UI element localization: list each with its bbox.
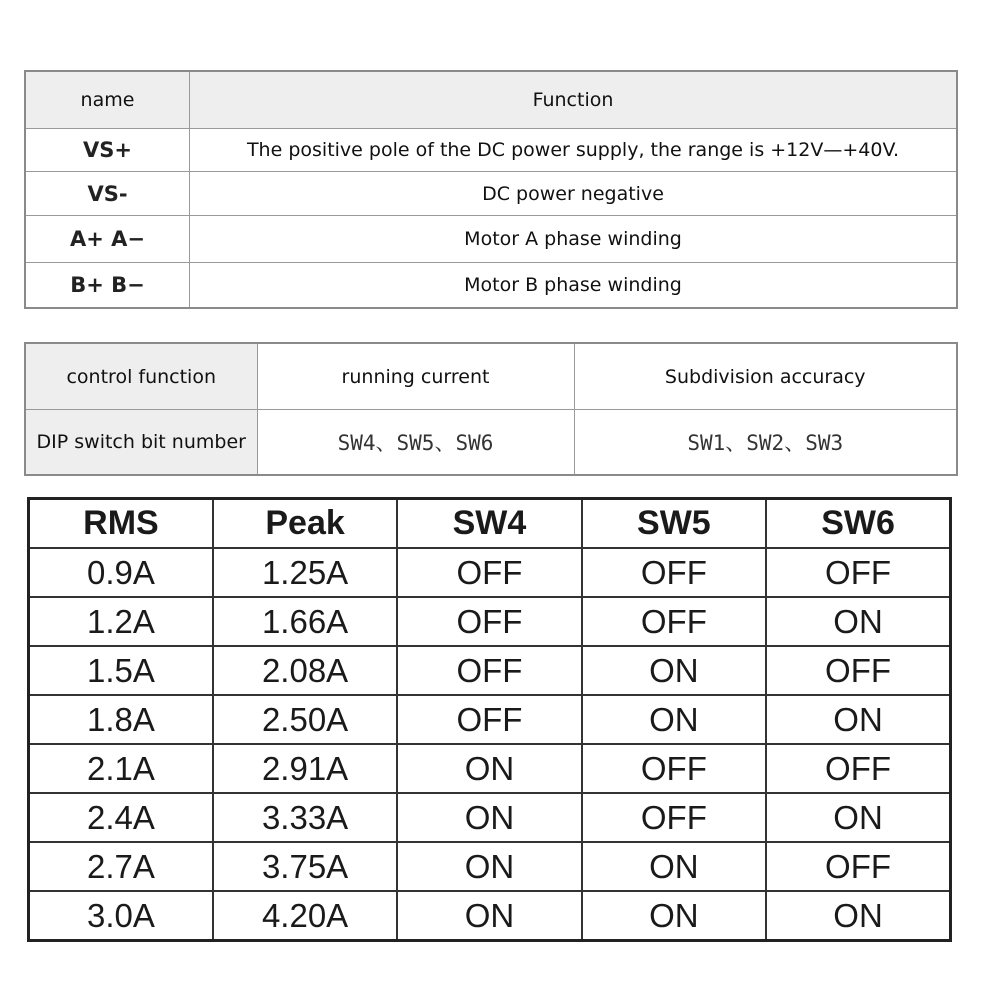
sw6-cell: OFF (766, 548, 950, 597)
table-row (29, 548, 951, 597)
rms-cell: 1.8A (29, 695, 213, 744)
table-row (29, 597, 951, 646)
header-rms: RMS (29, 499, 213, 549)
peak-cell: 4.20A (213, 891, 397, 941)
table-row (29, 646, 951, 695)
control-function-table (24, 342, 958, 476)
sw6-cell: OFF (766, 646, 950, 695)
pin-function: DC power negative (190, 172, 958, 216)
sw6-cell: OFF (766, 744, 950, 793)
header-function: Function (190, 71, 958, 129)
sw4-cell: ON (397, 744, 581, 793)
table-header-row (25, 343, 957, 410)
sw6-cell: ON (766, 695, 950, 744)
pin-definition-table (24, 70, 958, 309)
sw5-cell: OFF (582, 548, 766, 597)
peak-cell: 2.50A (213, 695, 397, 744)
table-row (25, 263, 957, 309)
sw6-cell: ON (766, 597, 950, 646)
header-sw4: SW4 (397, 499, 581, 549)
sw4-cell: ON (397, 793, 581, 842)
pin-name: B+ B− (25, 263, 190, 309)
peak-cell: 2.08A (213, 646, 397, 695)
table-header-row (25, 71, 957, 129)
pin-name: VS+ (25, 129, 190, 172)
table-row (29, 695, 951, 744)
subdivision-switches: SW1、SW2、SW3 (574, 410, 957, 476)
sw6-cell: ON (766, 793, 950, 842)
sw5-cell: OFF (582, 793, 766, 842)
sw6-cell: OFF (766, 842, 950, 891)
sw5-cell: ON (582, 891, 766, 941)
header-peak: Peak (213, 499, 397, 549)
pin-name: A+ A− (25, 216, 190, 263)
sw4-cell: OFF (397, 646, 581, 695)
pin-function: The positive pole of the DC power supply, the range is +12V—+40V. (190, 129, 958, 172)
sw5-cell: ON (582, 842, 766, 891)
pin-function: Motor A phase winding (190, 216, 958, 263)
sw4-cell: ON (397, 891, 581, 941)
running-current-switches: SW4、SW5、SW6 (257, 410, 574, 476)
peak-cell: 3.75A (213, 842, 397, 891)
control-function-label: control function (25, 343, 257, 410)
sw6-cell: ON (766, 891, 950, 941)
peak-cell: 1.25A (213, 548, 397, 597)
running-current-header: running current (257, 343, 574, 410)
sw4-cell: OFF (397, 548, 581, 597)
rms-cell: 0.9A (29, 548, 213, 597)
dip-switch-label: DIP switch bit number (25, 410, 257, 476)
table-row (25, 216, 957, 263)
peak-cell: 1.66A (213, 597, 397, 646)
rms-cell: 1.2A (29, 597, 213, 646)
sw5-cell: ON (582, 646, 766, 695)
header-name: name (25, 71, 190, 129)
current-settings-table (27, 497, 952, 942)
header-sw5: SW5 (582, 499, 766, 549)
table-row (25, 172, 957, 216)
rms-cell: 3.0A (29, 891, 213, 941)
table-row (29, 842, 951, 891)
rms-cell: 1.5A (29, 646, 213, 695)
table-row (29, 793, 951, 842)
peak-cell: 2.91A (213, 744, 397, 793)
sw4-cell: OFF (397, 695, 581, 744)
sw5-cell: OFF (582, 597, 766, 646)
table-header-row (29, 499, 951, 549)
rms-cell: 2.7A (29, 842, 213, 891)
table-row (25, 410, 957, 476)
rms-cell: 2.1A (29, 744, 213, 793)
sw5-cell: OFF (582, 744, 766, 793)
pin-function: Motor B phase winding (190, 263, 958, 309)
table-row (29, 744, 951, 793)
sw5-cell: ON (582, 695, 766, 744)
sw4-cell: OFF (397, 597, 581, 646)
sw4-cell: ON (397, 842, 581, 891)
pin-name: VS- (25, 172, 190, 216)
table-row (25, 129, 957, 172)
peak-cell: 3.33A (213, 793, 397, 842)
header-sw6: SW6 (766, 499, 950, 549)
subdivision-accuracy-header: Subdivision accuracy (574, 343, 957, 410)
rms-cell: 2.4A (29, 793, 213, 842)
table-row (29, 891, 951, 941)
